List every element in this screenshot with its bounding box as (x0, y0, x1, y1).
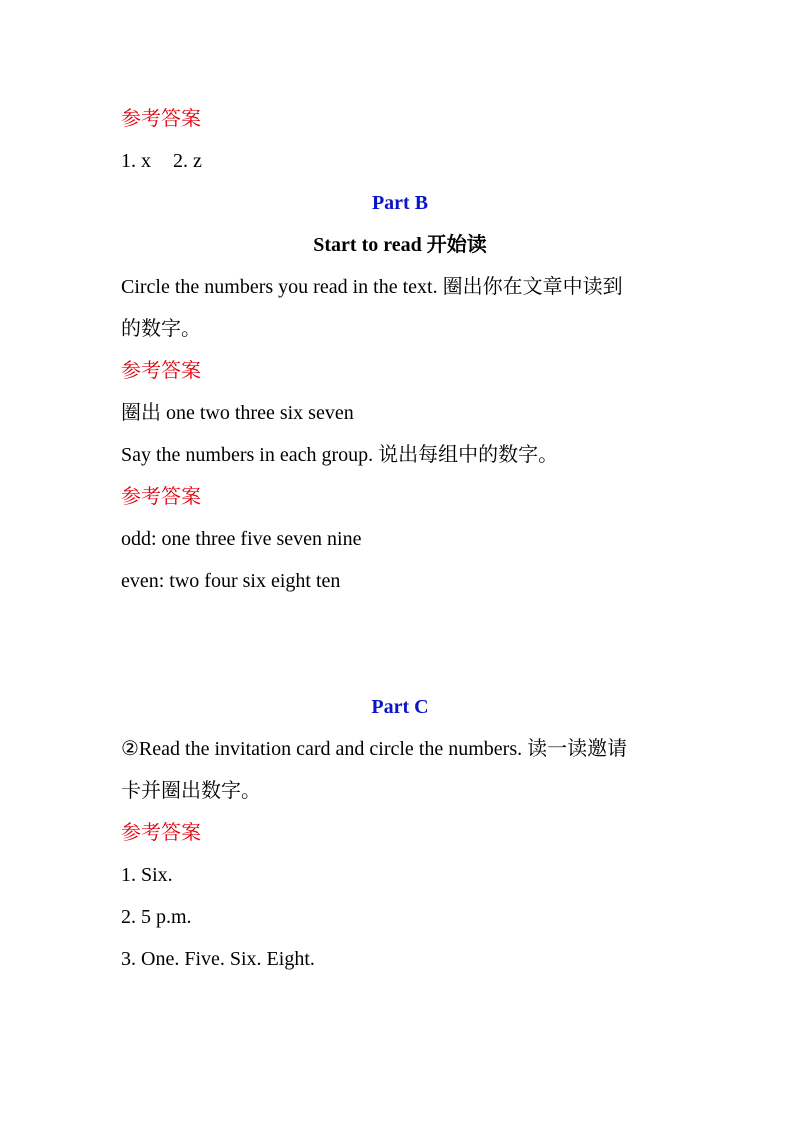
part-b-title: Part B (371, 192, 429, 214)
part-b-instruction-1-line-1: Circle the numbers you read in the text. 圈出你在文章中读到 (121, 276, 623, 298)
part-b-answer-2-line-1: odd: one three five seven nine (121, 528, 362, 550)
answer-label-b-2: 参考答案 (121, 486, 201, 508)
part-c-answer-1: 1. Six. (121, 864, 173, 886)
part-b-answer-1: 圈出 one two three six seven (121, 402, 354, 424)
part-b-answer-2-line-2: even: two four six eight ten (121, 570, 341, 592)
part-b-subtitle: Start to read 开始读 (313, 234, 487, 256)
part-b-instruction-2: Say the numbers in each group. 说出每组中的数字。 (121, 444, 559, 466)
part-c-answer-2: 2. 5 p.m. (121, 906, 192, 928)
part-b-instruction-1-line-2: 的数字。 (121, 318, 201, 340)
answer-label-c: 参考答案 (121, 822, 201, 844)
answer-label-a: 参考答案 (121, 108, 201, 130)
answer-a-1: 1. x (121, 150, 151, 172)
part-c-title: Part C (371, 696, 429, 718)
part-c-answer-3: 3. One. Five. Six. Eight. (121, 948, 315, 970)
part-c-instruction-line-2: 卡并圈出数字。 (121, 780, 261, 802)
answer-line-a (121, 148, 700, 174)
answer-label-b-1: 参考答案 (121, 360, 201, 382)
answer-a-2: 2. z (173, 150, 202, 172)
part-c-instruction-line-1: ②Read the invitation card and circle the numbers. 读一读邀请 (121, 738, 628, 760)
